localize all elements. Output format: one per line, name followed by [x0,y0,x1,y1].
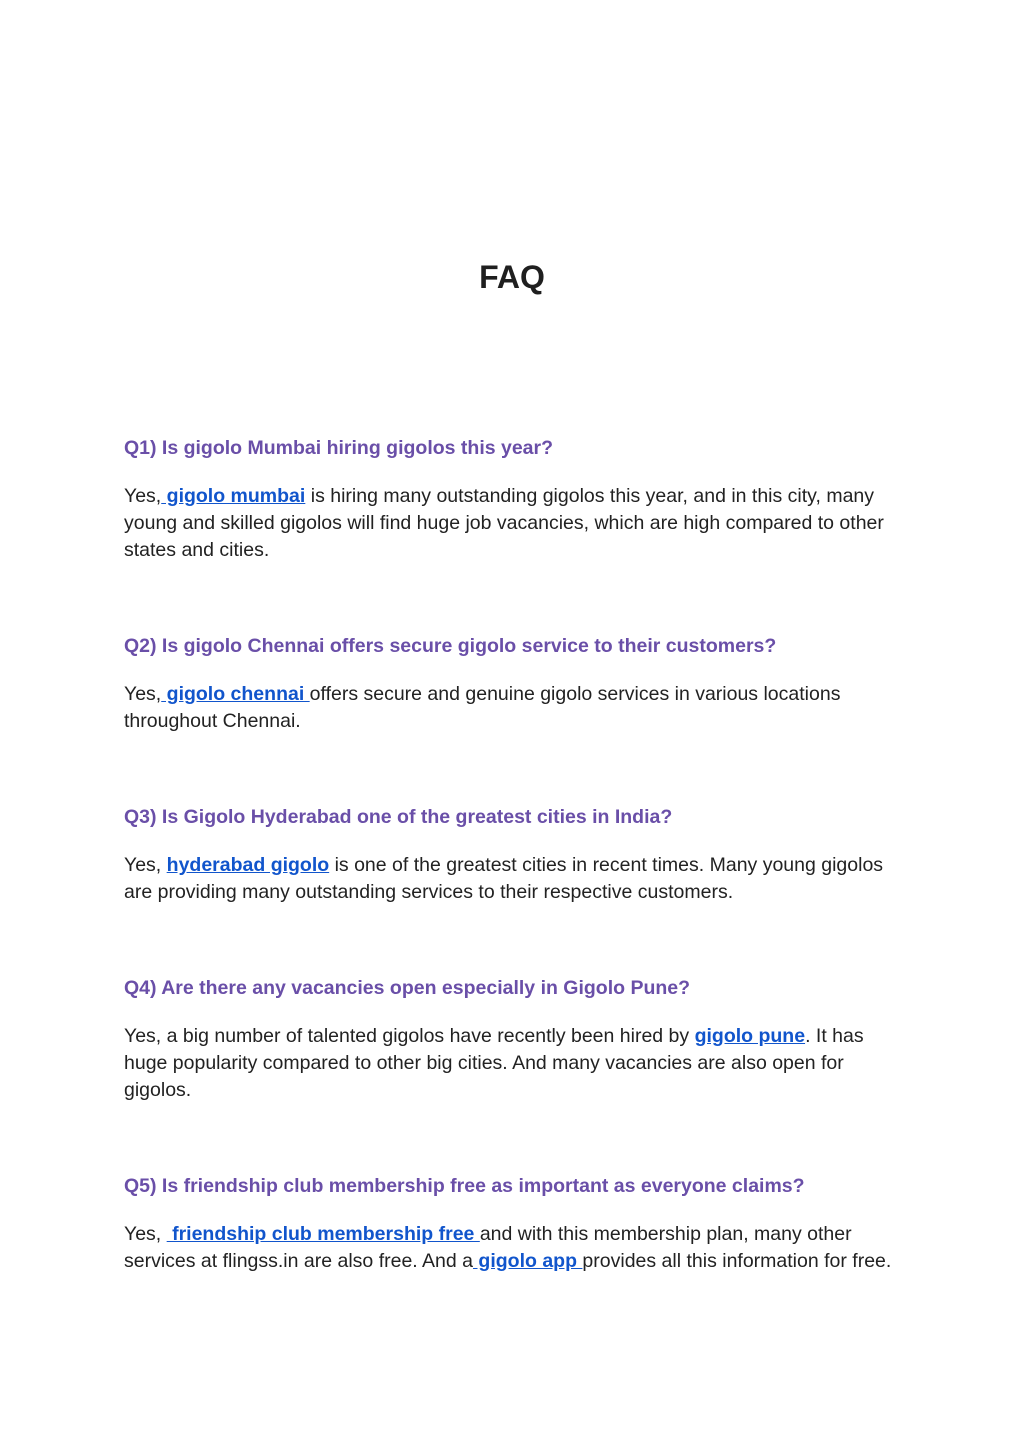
gigolo-app-link[interactable]: gigolo app [473,1250,583,1272]
answer-text: Yes, [124,683,162,705]
answer-text: provides all this information for free. [582,1250,892,1272]
answer-text: Yes, [124,485,162,507]
faq-item-1 [124,435,904,564]
answer-text: Yes, [124,854,167,876]
answer-text: is one of the greatest cities in recent times. Many young gigolos are providing many outstanding services to their respective customers. [124,854,884,903]
answer-text: Yes, a big number of talented gigolos have recently been hired by [124,1025,695,1047]
page-title: FAQ [479,259,545,295]
faq-answer-5 [124,1221,904,1275]
gigolo-pune-link[interactable]: gigolo pune [694,1025,806,1047]
faq-question-5: Q5) Is friendship club membership free as important as everyone claims? [124,1175,805,1197]
faq-item-3 [124,804,904,906]
faq-answer-1 [124,483,904,564]
faq-question-2: Q2) Is gigolo Chennai offers secure gigolo service to their customers? [124,635,777,657]
answer-text: Yes, [124,1223,167,1245]
faq-question-1: Q1) Is gigolo Mumbai hiring gigolos this year? [124,437,554,459]
faq-answer-2 [124,681,904,735]
faq-question-4: Q4) Are there any vacancies open especially in Gigolo Pune? [124,977,691,999]
answer-text: and with this membership plan, many other services at flingss.in are also free. And a [124,1223,852,1272]
faq-item-2 [124,633,904,735]
answer-text: is hiring many outstanding gigolos this year, and in this city, many young and skilled gigolos will find huge job vacancies, which are high compared to other states and cities. [124,485,884,561]
faq-answer-3 [124,852,904,906]
gigolo-chennai-link[interactable]: gigolo chennai [161,683,310,705]
faq-item-4 [124,975,904,1104]
hyderabad-gigolo-link[interactable]: hyderabad gigolo [166,854,330,876]
faq-item-5 [124,1173,904,1275]
gigolo-mumbai-link[interactable]: gigolo mumbai [161,485,306,507]
answer-text: . It has huge popularity compared to other big cities. And many vacancies are also open for gigolos. [124,1025,864,1101]
faq-answer-4 [124,1023,904,1104]
faq-question-3: Q3) Is Gigolo Hyderabad one of the greatest cities in India? [124,806,673,828]
friendship-club-membership-free-link[interactable]: friendship club membership free [166,1223,480,1245]
answer-text: offers secure and genuine gigolo services in various locations throughout Chennai. [124,683,841,732]
